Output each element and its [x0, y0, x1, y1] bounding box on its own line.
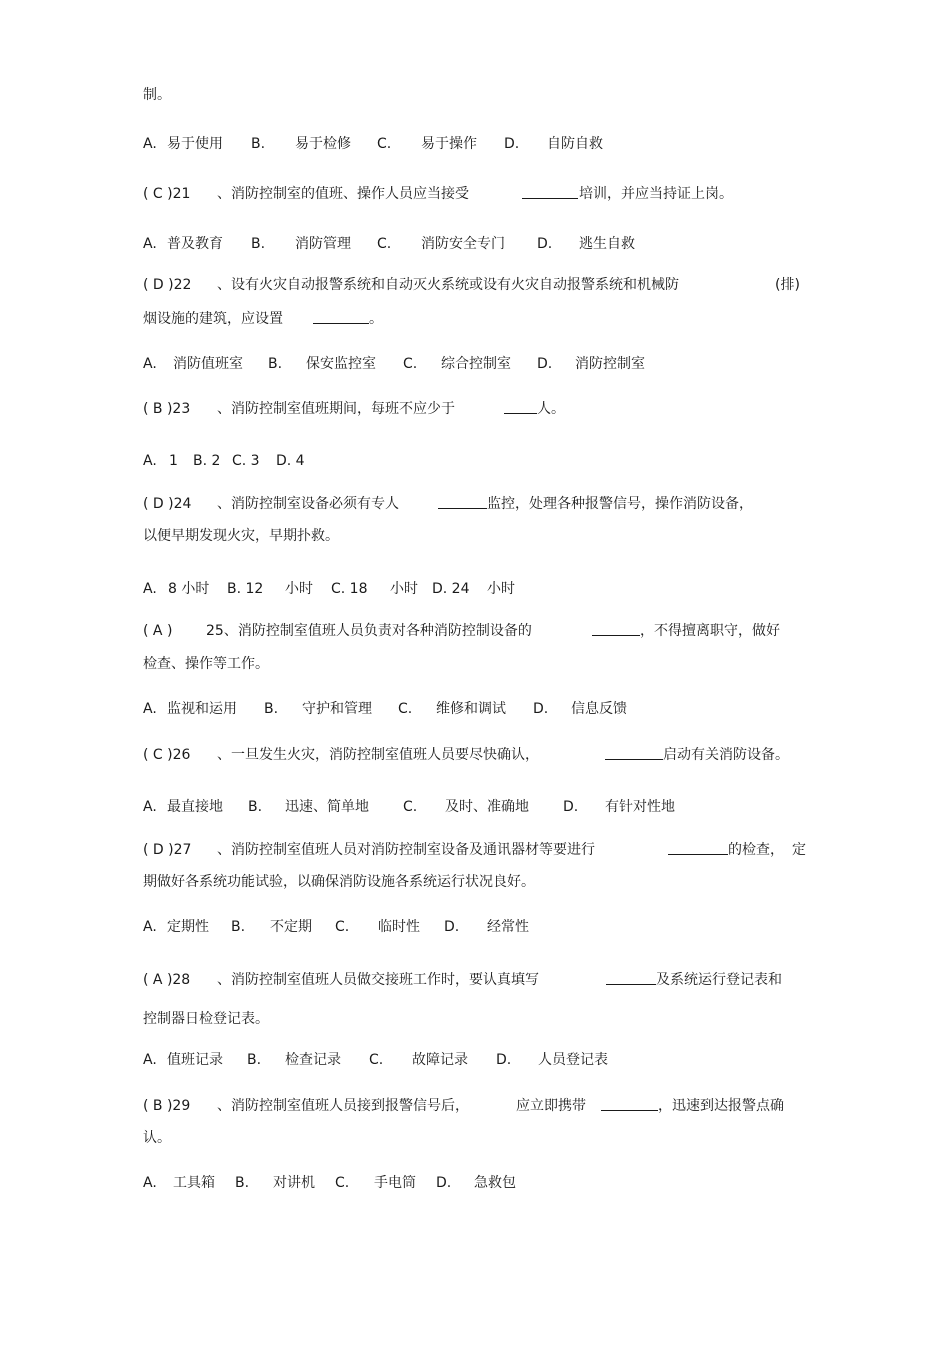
option-b-letter: B. — [248, 799, 263, 815]
option-b-text: 易于检修 — [295, 136, 351, 152]
option-b-text: 对讲机 — [273, 1175, 315, 1191]
stem-text: 期做好各系统功能试验，以确保消防设施各系统运行状况良好。 — [143, 874, 535, 890]
option-d-letter: D. — [444, 919, 460, 935]
stem-text: 监控，处理各种报警信号，操作消防设备， — [487, 496, 753, 512]
stem-text: 启动有关消防设备。 — [663, 747, 789, 763]
option-d-letter: D. — [563, 799, 579, 815]
option-c-letter: C. — [403, 799, 418, 815]
option-d-text: 有针对性地 — [605, 799, 675, 815]
option-a-letter: A. — [143, 701, 157, 717]
option-d-letter: D. — [537, 236, 553, 252]
option-c-text: 临时性 — [378, 919, 420, 935]
stem-text: 、消防控制室值班人员接到报警信号后， — [217, 1098, 469, 1114]
stem-text: 检查、操作等工作。 — [143, 656, 269, 672]
answer-blank — [522, 184, 578, 199]
option-d-text: 信息反馈 — [571, 701, 627, 717]
question-28-stem-cont — [143, 1009, 269, 1029]
option-c-letter: C. — [335, 1175, 350, 1191]
stem-text: 控制器日检登记表。 — [143, 1011, 269, 1027]
option-d-text: 消防控制室 — [575, 356, 645, 372]
option-a-letter: A. — [143, 1175, 157, 1191]
question-number: ( C )26 — [143, 747, 191, 763]
option-a-letter: A. — [143, 799, 157, 815]
stem-text: 烟设施的建筑，应设置 — [143, 311, 283, 327]
option-a-letter: A. — [143, 453, 157, 469]
question-number: ( D )24 — [143, 496, 192, 512]
answer-blank — [601, 1096, 658, 1111]
option-a-text: 1 — [169, 453, 178, 469]
option-a-text: 工具箱 — [173, 1175, 215, 1191]
option-d-letter: D. — [533, 701, 549, 717]
stem-text: 。 — [369, 311, 383, 327]
stem-text: 25、消防控制室值班人员负责对各种消防控制设备的 — [206, 623, 532, 639]
option-b-text: 保安监控室 — [306, 356, 376, 372]
option-c-unit: 小时 — [390, 581, 418, 597]
stem-text: ，迅速到达报警点确 — [658, 1098, 784, 1114]
option-b: B. 2 — [193, 453, 221, 469]
option-a-letter: A. — [143, 581, 157, 597]
option-b-letter: B. — [247, 1052, 262, 1068]
option-c-text: 综合控制室 — [441, 356, 511, 372]
option-a-text: 定期性 — [167, 919, 209, 935]
stem-text: (排) — [775, 277, 800, 293]
stem-text: 、一旦发生火灾，消防控制室值班人员要尽快确认， — [217, 747, 539, 763]
question-25-stem-cont — [143, 654, 269, 674]
option-d-letter: D. — [436, 1175, 452, 1191]
option-d-text: 急救包 — [474, 1175, 516, 1191]
stem-text: ，不得擅离职守，做好 — [640, 623, 780, 639]
option-b-text: 守护和管理 — [302, 701, 372, 717]
option-a-letter: A. — [143, 1052, 157, 1068]
option-a-text: 值班记录 — [167, 1052, 223, 1068]
option-a-letter: A. — [143, 919, 157, 935]
option-a-text: 监视和运用 — [167, 701, 237, 717]
option-a-text: 易于使用 — [167, 136, 223, 152]
stem-text: 定 — [792, 842, 806, 858]
question-number: ( B )23 — [143, 401, 191, 417]
answer-blank — [605, 745, 663, 760]
option-b-text: 检查记录 — [285, 1052, 341, 1068]
answer-blank — [668, 840, 728, 855]
option-b-text: B. 12 — [227, 581, 264, 597]
option-d-text: 经常性 — [487, 919, 529, 935]
option-c-letter: C. — [377, 136, 392, 152]
option-d-text: D. 24 — [432, 581, 470, 597]
option-d-text: 逃生自救 — [579, 236, 635, 252]
stem-text: 、消防控制室值班人员对消防控制室设备及通讯器材等要进行 — [217, 842, 595, 858]
answer-blank — [438, 494, 487, 509]
option-c-text: 故障记录 — [412, 1052, 468, 1068]
option-c-letter: C. — [335, 919, 350, 935]
stem-text: 、设有火灾自动报警系统和自动灭火系统或设有火灾自动报警系统和机械防 — [217, 277, 679, 293]
option-b-text: 迅速、简单地 — [285, 799, 369, 815]
option-b-text: 消防管理 — [295, 236, 351, 252]
option-c-text: 手电筒 — [374, 1175, 416, 1191]
option-b-letter: B. — [264, 701, 279, 717]
option-b-letter: B. — [231, 919, 246, 935]
question-number: ( A ) — [143, 623, 173, 639]
question-number: ( A )28 — [143, 972, 191, 988]
question-24-stem-cont — [143, 526, 339, 546]
question-number: ( D )22 — [143, 277, 192, 293]
option-d-letter: D. — [504, 136, 520, 152]
stem-text: 人。 — [537, 401, 565, 417]
option-a-text: 8 小时 — [168, 581, 210, 597]
question-29-stem-cont — [143, 1128, 171, 1148]
answer-blank — [606, 970, 656, 985]
option-d-unit: 小时 — [487, 581, 515, 597]
option-c-text: 消防安全专门 — [421, 236, 505, 252]
answer-blank — [592, 621, 640, 636]
option-d-text: 自防自救 — [547, 136, 603, 152]
option-c: C. 3 — [232, 453, 260, 469]
stem-text: 培训，并应当持证上岗。 — [579, 186, 733, 202]
answer-blank — [313, 309, 369, 324]
question-20-continuation — [143, 85, 171, 105]
option-a-letter: A. — [143, 136, 157, 152]
option-c-letter: C. — [377, 236, 392, 252]
answer-blank — [504, 399, 537, 414]
option-c-text: 易于操作 — [421, 136, 477, 152]
option-a-letter: A. — [143, 356, 157, 372]
option-b-letter: B. — [251, 136, 266, 152]
option-c-letter: C. — [403, 356, 418, 372]
option-b-unit: 小时 — [285, 581, 313, 597]
option-a-text: 消防值班室 — [173, 356, 243, 372]
option-b-letter: B. — [251, 236, 266, 252]
option-c-text: 及时、准确地 — [445, 799, 529, 815]
option-b-letter: B. — [268, 356, 283, 372]
option-c-text: C. 18 — [331, 581, 368, 597]
stem-text: 认。 — [143, 1130, 171, 1146]
option-c-text: 维修和调试 — [436, 701, 506, 717]
question-number: ( C )21 — [143, 186, 191, 202]
stem-text: 、消防控制室设备必须有专人 — [217, 496, 399, 512]
stem-text: 的检查， — [728, 842, 784, 858]
stem-text: 制。 — [143, 87, 171, 103]
option-d-letter: D. — [496, 1052, 512, 1068]
question-27-stem-cont — [143, 872, 535, 892]
option-c-letter: C. — [369, 1052, 384, 1068]
option-a-letter: A. — [143, 236, 157, 252]
option-d: D. 4 — [276, 453, 305, 469]
option-a-text: 最直接地 — [167, 799, 223, 815]
option-a-text: 普及教育 — [167, 236, 223, 252]
stem-text: 以便早期发现火灾，早期扑救。 — [143, 528, 339, 544]
stem-text: 应立即携带 — [516, 1098, 586, 1114]
stem-text: 、消防控制室值班人员做交接班工作时，要认真填写 — [217, 972, 539, 988]
option-b-text: 不定期 — [270, 919, 312, 935]
stem-text: 及系统运行登记表和 — [656, 972, 782, 988]
question-number: ( D )27 — [143, 842, 192, 858]
option-d-text: 人员登记表 — [538, 1052, 608, 1068]
stem-text: 、消防控制室值班期间，每班不应少于 — [217, 401, 455, 417]
stem-text: 、消防控制室的值班、操作人员应当接受 — [217, 186, 469, 202]
option-c-letter: C. — [398, 701, 413, 717]
option-b-letter: B. — [235, 1175, 250, 1191]
option-d-letter: D. — [537, 356, 553, 372]
question-number: ( B )29 — [143, 1098, 191, 1114]
